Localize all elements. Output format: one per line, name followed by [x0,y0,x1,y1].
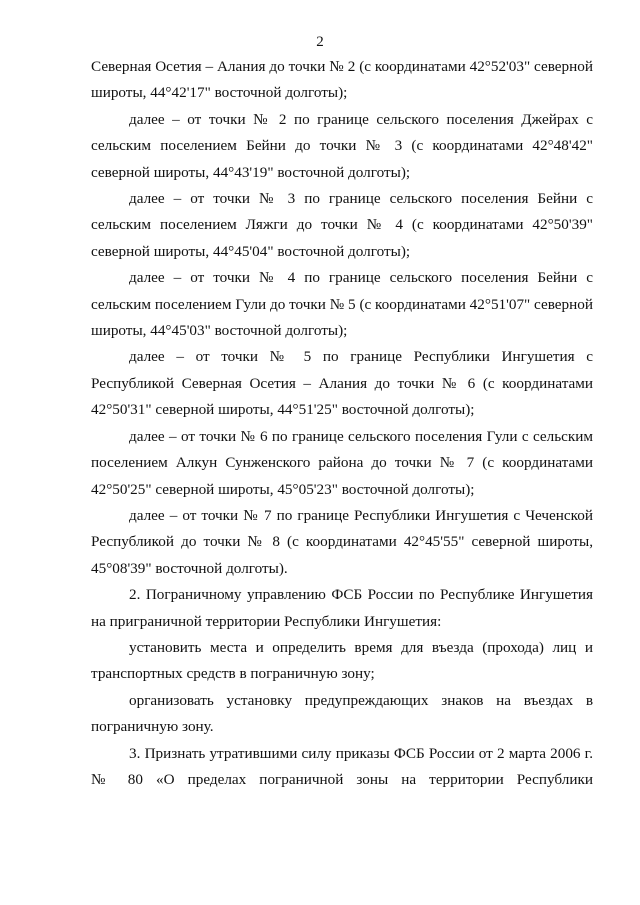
paragraph-boundary-point-8: далее – от точки № 7 по границе Республики Ингушетия с Чеченской Республикой до точки № 8 (с координатами 42°45'55" северной широты, 45°08'39" восточной долготы). [91,506,593,577]
paragraph-boundary-point-7: далее – от точки № 6 по границе сельского поселения Гули с сельским поселением Алкун Сунженского района до точки № 7 (с координатами 42°50'25" северной широты, 45°05'23" восточной долготы); [91,427,593,498]
paragraph-boundary-point-6: далее – от точки № 5 по границе Республики Ингушетия с Республикой Северная Осетия – Алания до точки № 6 (с координатами 42°50'31" северной широты, 44°51'25" восточной долготы); [91,348,593,419]
paragraph-install-warning-signs: организовать установку предупреждающих знаков на въездах в пограничную зону. [91,691,593,736]
paragraph-item-3-repeal-orders: 3. Признать утратившими силу приказы ФСБ России от 2 марта 2006 г. № 80 «О пределах пограничной зоны на территории Республики [91,744,593,788]
page-number: 2 [316,34,324,50]
paragraph-boundary-point-2: Северная Осетия – Алания до точки № 2 (с координатами 42°52'03" северной широты, 44°42'17" восточной долготы); [91,58,593,102]
paragraph-item-2-border-directorate: 2. Пограничному управлению ФСБ России по Республике Ингушетия на приграничной территории Республики Ингушетия: [91,586,593,630]
paragraph-boundary-point-5: далее – от точки № 4 по границе сельского поселения Бейни с сельским поселением Гули до точки № 5 (с координатами 42°51'07" северной широты, 44°45'03" восточной долготы); [91,269,593,340]
paragraph-boundary-point-3: далее – от точки № 2 по границе сельского поселения Джейрах с сельским поселением Бейни до точки № 3 (с координатами 42°48'42" северной широты, 44°43'19" восточной долготы); [91,110,593,181]
document-body [91,54,593,793]
paragraph-set-entry-times: установить места и определить время для въезда (прохода) лиц и транспортных средств в пограничную зону; [91,638,593,683]
paragraph-boundary-point-4: далее – от точки № 3 по границе сельского поселения Бейни с сельским поселением Ляжги до точки № 4 (с координатами 42°50'39" северной широты, 44°45'04" восточной долготы); [91,190,593,260]
